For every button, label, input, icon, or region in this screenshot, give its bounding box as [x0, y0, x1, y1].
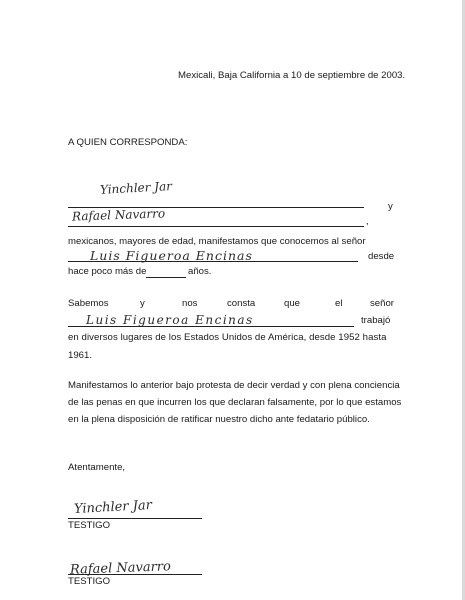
subject-name-line [68, 261, 358, 262]
desde-word: desde [368, 251, 395, 262]
p2-word: nos [182, 298, 198, 309]
witness-label-1: TESTIGO [68, 520, 111, 531]
intro-line: mexicanos, mayores de edad, manifestamos que conocemos al señor [68, 236, 366, 247]
p2-line-2: en diversos lugares de los Estados Unidos de América, desde 1952 hasta [68, 332, 387, 343]
p2-line-3: 1961. [68, 350, 93, 361]
signature-line-1 [68, 518, 202, 519]
p2-word: que [284, 298, 301, 309]
signature-line-2 [68, 574, 202, 575]
salutation: A QUIEN CORRESPONDA: [68, 137, 188, 148]
p3-line-3: en la plena disposición de ratificar nuestro dicho ante fedatario público. [68, 414, 370, 425]
trabajo-word: trabajó [361, 315, 391, 326]
years-blank-line [146, 277, 186, 278]
p2-word: Sabemos [68, 298, 109, 309]
witness-2-signature: Rafael Navarro [69, 559, 172, 578]
witness-1-signature: Yinchler Jar [73, 497, 153, 518]
y-conjunction: y [388, 201, 393, 212]
witness-label-2: TESTIGO [68, 576, 111, 587]
p2-word: y [140, 298, 145, 309]
subject-name-line-2 [68, 326, 354, 327]
hace-poco-suffix: años. [188, 266, 212, 277]
comma-mark: , [366, 216, 369, 227]
handwritten-subject-name: Luis Figueroa Encinas [90, 248, 253, 263]
witness-2-name-line [68, 226, 364, 227]
handwritten-subject-name-2: Luis Figueroa Encinas [86, 313, 254, 327]
p2-word: señor [370, 298, 394, 309]
place-date: Mexicali, Baja California a 10 de septiembre de 2003. [178, 70, 406, 81]
handwritten-witness-1-name: Yinchler Jar [99, 179, 173, 197]
p3-line-2: de las penas en que incurren los que declaran falsamente, por lo que estamos [68, 397, 402, 408]
p2-word: el [335, 298, 343, 309]
closing: Atentamente, [68, 462, 126, 473]
p3-line-1: Manifestamos lo anterior bajo protesta de decir verdad y con plena conciencia [68, 380, 400, 391]
p2-word: consta [227, 298, 256, 309]
handwritten-witness-2-name: Rafael Navarro [71, 206, 166, 224]
hace-poco-prefix: hace poco más de [68, 266, 147, 277]
